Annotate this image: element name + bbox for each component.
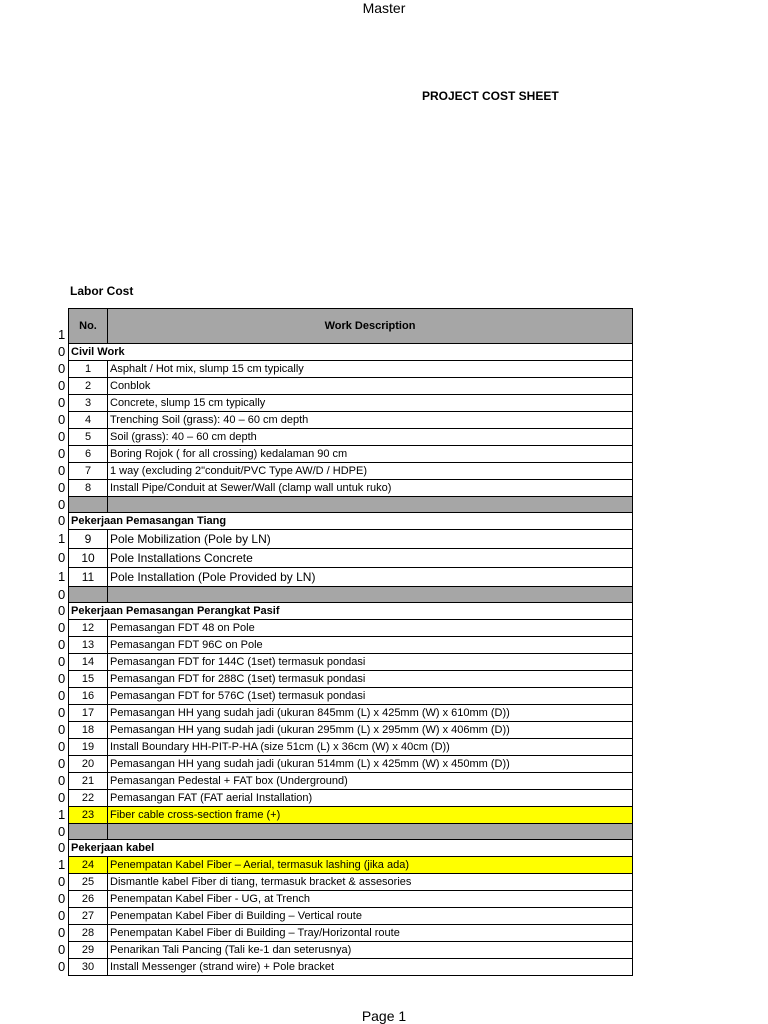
left-value: 0 <box>58 841 66 855</box>
column-header-work-description: Work Description <box>108 309 633 344</box>
table-row <box>69 412 633 429</box>
table-row <box>69 620 633 637</box>
table-row <box>69 807 633 824</box>
row-number: 2 <box>69 378 108 395</box>
left-value: 0 <box>58 723 66 737</box>
row-number: 22 <box>69 790 108 807</box>
table-group-row <box>69 840 633 857</box>
table-row <box>69 530 633 549</box>
left-value: 0 <box>58 892 66 906</box>
row-description: Install Pipe/Conduit at Sewer/Wall (clamp wall untuk ruko) <box>108 480 633 497</box>
table-row <box>69 959 633 976</box>
left-value: 0 <box>58 587 66 602</box>
row-description: Pemasangan Pedestal + FAT box (Underground) <box>108 773 633 790</box>
left-value: 0 <box>58 943 66 957</box>
table-row <box>69 722 633 739</box>
table-group-row <box>69 344 633 361</box>
row-number: 10 <box>69 549 108 568</box>
table-row <box>69 688 633 705</box>
row-description: Boring Rojok ( for all crossing) kedalaman 90 cm <box>108 446 633 463</box>
row-number: 30 <box>69 959 108 976</box>
row-description: Fiber cable cross-section frame (+) <box>108 807 633 824</box>
row-description: Conblok <box>108 378 633 395</box>
row-number: 20 <box>69 756 108 773</box>
row-number: 8 <box>69 480 108 497</box>
left-value: 1 <box>58 858 66 872</box>
left-value: 0 <box>58 481 66 495</box>
left-value: 0 <box>58 379 66 393</box>
table-row <box>69 446 633 463</box>
table-row <box>69 925 633 942</box>
left-value: 0 <box>58 621 66 635</box>
row-description: 1 way (excluding 2"conduit/PVC Type AW/D / HDPE) <box>108 463 633 480</box>
row-number: 18 <box>69 722 108 739</box>
table-row <box>69 874 633 891</box>
row-number: 4 <box>69 412 108 429</box>
left-value: 0 <box>58 345 66 359</box>
table-row <box>69 549 633 568</box>
left-value: 0 <box>58 824 66 839</box>
left-value: 0 <box>58 706 66 720</box>
left-value: 0 <box>58 774 66 788</box>
row-description: Soil (grass): 40 – 60 cm depth <box>108 429 633 446</box>
table-row <box>69 654 633 671</box>
left-value: 1 <box>58 532 66 546</box>
table-row <box>69 705 633 722</box>
row-description: Penarikan Tali Pancing (Tali ke-1 dan seterusnya) <box>108 942 633 959</box>
left-value: 0 <box>58 638 66 652</box>
left-value: 0 <box>58 655 66 669</box>
row-description: Dismantle kabel Fiber di tiang, termasuk bracket & assesories <box>108 874 633 891</box>
row-description: Asphalt / Hot mix, slump 15 cm typically <box>108 361 633 378</box>
table-row <box>69 361 633 378</box>
row-number: 6 <box>69 446 108 463</box>
row-number: 28 <box>69 925 108 942</box>
left-value: 0 <box>58 672 66 686</box>
row-description: Pemasangan FDT for 576C (1set) termasuk pondasi <box>108 688 633 705</box>
row-number: 17 <box>69 705 108 722</box>
left-value: 1 <box>58 808 66 822</box>
table-group-row <box>69 603 633 620</box>
row-description: Pemasangan FAT (FAT aerial Installation) <box>108 790 633 807</box>
left-value: 0 <box>58 464 66 478</box>
section-heading: Labor Cost <box>70 284 134 298</box>
row-number: 21 <box>69 773 108 790</box>
left-value: 0 <box>58 791 66 805</box>
table-row <box>69 378 633 395</box>
row-description: Pemasangan HH yang sudah jadi (ukuran 295mm (L) x 295mm (W) x 406mm (D)) <box>108 722 633 739</box>
table-spacer-row <box>69 587 633 603</box>
row-number: 23 <box>69 807 108 824</box>
row-number: 5 <box>69 429 108 446</box>
left-value: 0 <box>58 740 66 754</box>
left-value: 0 <box>58 689 66 703</box>
left-value: 0 <box>58 926 66 940</box>
row-number: 3 <box>69 395 108 412</box>
row-description: Trenching Soil (grass): 40 – 60 cm depth <box>108 412 633 429</box>
left-value: 0 <box>58 413 66 427</box>
left-value: 0 <box>58 551 66 565</box>
table-group-row <box>69 513 633 530</box>
left-value: 0 <box>58 757 66 771</box>
group-label: Civil Work <box>69 344 633 361</box>
row-number: 15 <box>69 671 108 688</box>
spacer-cell <box>108 587 633 603</box>
left-value: 0 <box>58 875 66 889</box>
page-header-title: Master <box>362 0 406 16</box>
row-description: Pemasangan FDT for 288C (1set) termasuk pondasi <box>108 671 633 688</box>
spacer-cell <box>108 497 633 513</box>
table-spacer-row <box>69 824 633 840</box>
row-description: Pemasangan FDT 96C on Pole <box>108 637 633 654</box>
table-row <box>69 773 633 790</box>
left-value: 0 <box>58 604 66 618</box>
row-description: Pemasangan FDT for 144C (1set) termasuk pondasi <box>108 654 633 671</box>
table-row <box>69 790 633 807</box>
left-value: 0 <box>58 960 66 974</box>
table-row <box>69 671 633 688</box>
left-value: 0 <box>58 514 66 528</box>
document-title: PROJECT COST SHEET <box>422 89 559 103</box>
row-number: 7 <box>69 463 108 480</box>
left-value: 1 <box>58 327 66 342</box>
row-description: Penempatan Kabel Fiber – Aerial, termasuk lashing (jika ada) <box>108 857 633 874</box>
row-description: Pole Installation (Pole Provided by LN) <box>108 568 633 587</box>
left-value: 1 <box>58 570 66 584</box>
table-row <box>69 463 633 480</box>
table-row <box>69 429 633 446</box>
left-value: 0 <box>58 430 66 444</box>
table-row <box>69 857 633 874</box>
spacer-cell <box>69 824 108 840</box>
row-description: Pole Mobilization (Pole by LN) <box>108 530 633 549</box>
row-number: 11 <box>69 568 108 587</box>
row-number: 25 <box>69 874 108 891</box>
table-row <box>69 480 633 497</box>
table-header-row <box>69 309 633 344</box>
table-row <box>69 739 633 756</box>
left-value: 0 <box>58 362 66 376</box>
row-number: 27 <box>69 908 108 925</box>
table-row <box>69 395 633 412</box>
row-number: 13 <box>69 637 108 654</box>
row-number: 19 <box>69 739 108 756</box>
row-number: 1 <box>69 361 108 378</box>
spacer-cell <box>69 497 108 513</box>
left-value: 0 <box>58 909 66 923</box>
row-number: 14 <box>69 654 108 671</box>
table-spacer-row <box>69 497 633 513</box>
row-description: Install Messenger (strand wire) + Pole bracket <box>108 959 633 976</box>
row-description: Pemasangan HH yang sudah jadi (ukuran 845mm (L) x 425mm (W) x 610mm (D)) <box>108 705 633 722</box>
page-footer-number: Page 1 <box>361 1008 407 1024</box>
row-number: 24 <box>69 857 108 874</box>
row-description: Install Boundary HH-PIT-P-HA (size 51cm (L) x 36cm (W) x 40cm (D)) <box>108 739 633 756</box>
row-description: Penempatan Kabel Fiber - UG, at Trench <box>108 891 633 908</box>
labor-cost-table <box>68 308 633 976</box>
left-value: 0 <box>58 497 66 512</box>
row-number: 29 <box>69 942 108 959</box>
group-label: Pekerjaan kabel <box>69 840 633 857</box>
table-row <box>69 568 633 587</box>
row-description: Penempatan Kabel Fiber di Building – Tray/Horizontal route <box>108 925 633 942</box>
row-description: Pemasangan FDT 48 on Pole <box>108 620 633 637</box>
spacer-cell <box>108 824 633 840</box>
table-row <box>69 891 633 908</box>
row-description: Pemasangan HH yang sudah jadi (ukuran 514mm (L) x 425mm (W) x 450mm (D)) <box>108 756 633 773</box>
row-description: Concrete, slump 15 cm typically <box>108 395 633 412</box>
left-value: 0 <box>58 447 66 461</box>
table-row <box>69 756 633 773</box>
row-description: Penempatan Kabel Fiber di Building – Vertical route <box>108 908 633 925</box>
left-value: 0 <box>58 396 66 410</box>
row-description: Pole Installations Concrete <box>108 549 633 568</box>
row-number: 9 <box>69 530 108 549</box>
row-number: 16 <box>69 688 108 705</box>
row-number: 12 <box>69 620 108 637</box>
row-number: 26 <box>69 891 108 908</box>
table-row <box>69 637 633 654</box>
table-row <box>69 908 633 925</box>
group-label: Pekerjaan Pemasangan Tiang <box>69 513 633 530</box>
spacer-cell <box>69 587 108 603</box>
table-row <box>69 942 633 959</box>
group-label: Pekerjaan Pemasangan Perangkat Pasif <box>69 603 633 620</box>
column-header-no: No. <box>69 309 108 344</box>
